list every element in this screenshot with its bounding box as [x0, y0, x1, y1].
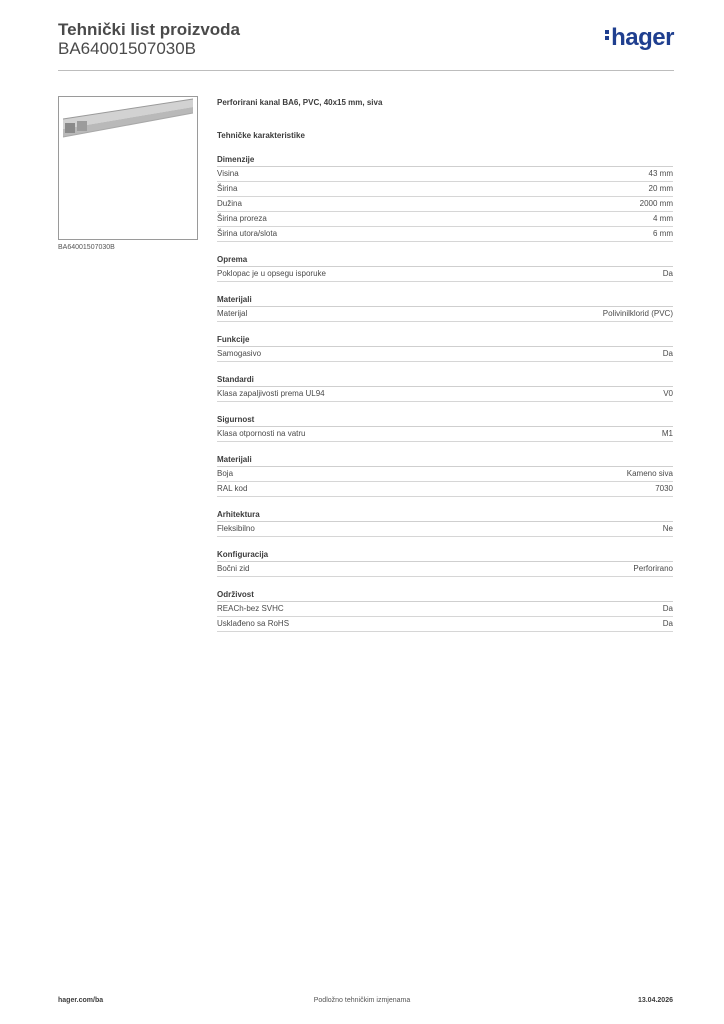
footer-note: Podložno tehničkim izmjenama — [313, 997, 411, 1004]
product-code: BA64001507030B — [58, 39, 197, 58]
spec-label: Klasa otpornosti na vatru — [217, 429, 306, 438]
spec-group-title: Održivost — [217, 589, 673, 602]
spec-label: RAL kod — [217, 484, 248, 493]
spec-group-title: Arhitektura — [217, 509, 673, 522]
spec-row — [217, 182, 673, 197]
spec-value: 6 mm — [653, 229, 673, 238]
spec-group-title: Standardi — [217, 374, 673, 387]
spec-content — [217, 96, 673, 632]
spec-group — [217, 374, 673, 402]
spec-label: Bočni zid — [217, 564, 250, 573]
spec-row — [217, 347, 673, 362]
spec-label: Visina — [217, 169, 239, 178]
spec-value: Da — [662, 349, 673, 358]
spec-value: 43 mm — [648, 169, 673, 178]
spec-group-title: Oprema — [217, 254, 673, 267]
spec-label: Dužina — [217, 199, 242, 208]
spec-label: Poklopac je u opsegu isporuke — [217, 269, 326, 278]
spec-row — [217, 522, 673, 537]
spec-label: Klasa zapaljivosti prema UL94 — [217, 389, 325, 398]
spec-row — [217, 482, 673, 497]
spec-row — [217, 467, 673, 482]
spec-value: Da — [662, 619, 673, 628]
spec-group-title: Sigurnost — [217, 414, 673, 427]
spec-group — [217, 334, 673, 362]
spec-group — [217, 589, 673, 632]
spec-row — [217, 227, 673, 242]
spec-label: Boja — [217, 469, 234, 478]
spec-row — [217, 167, 673, 182]
spec-label: Fleksibilno — [217, 524, 255, 533]
spec-label: Širina utora/slota — [217, 229, 278, 238]
spec-row — [217, 427, 673, 442]
section-title: Tehničke karakteristike — [217, 131, 305, 140]
spec-row — [217, 617, 673, 632]
logo-text: hager — [611, 24, 674, 51]
footer-website: hager.com/ba — [58, 997, 104, 1004]
product-name: Perforirani kanal BA6, PVC, 40x15 mm, siva — [217, 98, 383, 107]
spec-value: V0 — [663, 389, 673, 398]
spec-row — [217, 602, 673, 617]
spec-value: Polivinilklorid (PVC) — [602, 309, 673, 318]
spec-row — [217, 267, 673, 282]
spec-value: Ne — [662, 524, 673, 533]
spec-value: 20 mm — [648, 184, 673, 193]
spec-label: Širina — [217, 184, 238, 193]
spec-group — [217, 414, 673, 442]
logo-dots-icon — [605, 28, 609, 42]
spec-row — [217, 562, 673, 577]
spec-group — [217, 454, 673, 497]
spec-value: Perforirano — [633, 564, 673, 573]
spec-row — [217, 212, 673, 227]
spec-group — [217, 509, 673, 537]
spec-group-title: Materijali — [217, 294, 673, 307]
spec-row — [217, 387, 673, 402]
spec-group-title: Dimenzije — [217, 154, 673, 167]
spec-value: Da — [662, 604, 673, 613]
cable-duct-photo-icon — [59, 97, 197, 239]
spec-value: 2000 mm — [639, 199, 673, 208]
spec-label: Usklađeno sa RoHS — [217, 619, 290, 628]
hager-logo — [605, 24, 674, 52]
spec-value: 4 mm — [653, 214, 673, 223]
spec-group-title: Funkcije — [217, 334, 673, 347]
spec-group — [217, 154, 673, 242]
spec-group-title: Konfiguracija — [217, 549, 673, 562]
spec-group-title: Materijali — [217, 454, 673, 467]
spec-value: Da — [662, 269, 673, 278]
document-title: Tehnički list proizvoda — [58, 20, 240, 39]
spec-group — [217, 549, 673, 577]
spec-groups — [217, 154, 673, 632]
image-caption: BA64001507030B — [58, 244, 115, 251]
spec-label: Materijal — [217, 309, 248, 318]
spec-group — [217, 294, 673, 322]
spec-row — [217, 197, 673, 212]
spec-value: 7030 — [655, 484, 673, 493]
spec-row — [217, 307, 673, 322]
page-header — [58, 18, 674, 71]
spec-label: Širina proreza — [217, 214, 267, 223]
spec-value: M1 — [661, 429, 673, 438]
spec-label: Samogasivo — [217, 349, 262, 358]
product-image — [58, 96, 198, 240]
footer-date: 13.04.2026 — [637, 997, 673, 1004]
spec-group — [217, 254, 673, 282]
spec-value: Kameno siva — [626, 469, 673, 478]
spec-label: REACh-bez SVHC — [217, 604, 284, 613]
